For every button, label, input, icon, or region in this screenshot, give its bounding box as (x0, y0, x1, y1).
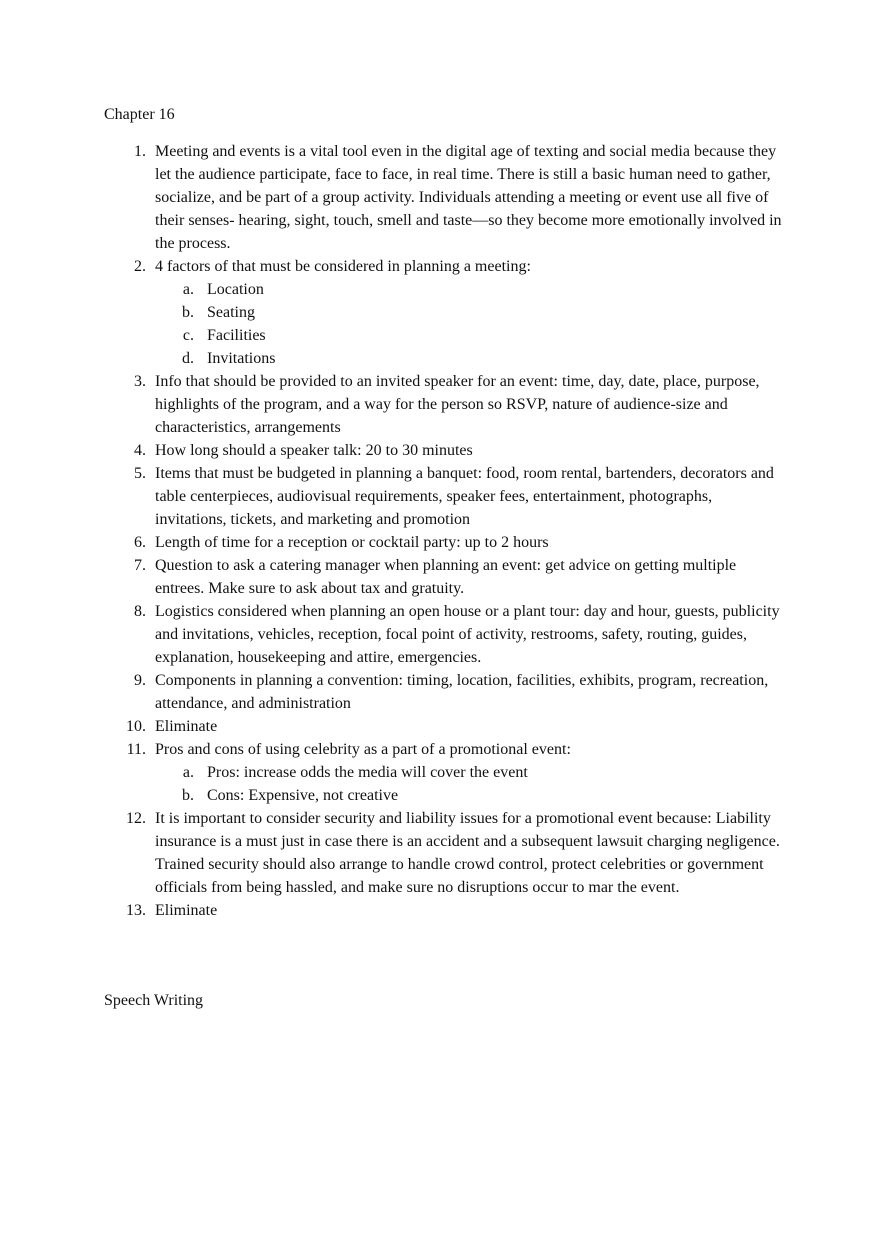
sub-list-item (182, 301, 785, 324)
list-item (134, 370, 785, 439)
question-list (126, 140, 785, 922)
item-text: Info that should be provided to an invited speaker for an event: time, day, date, place, purpose, highlights of the program, and a way for the person so RSVP, nature of audience-size and characteristics, arrangements (155, 373, 760, 436)
item-text: Logistics considered when planning an open house or a plant tour: day and hour, guests, publicity and invitations, vehicles, reception, focal point of activity, restrooms, safety, routing, guides, explanation, housekeeping and attire, emergencies. (155, 603, 780, 666)
sub-list-item (182, 324, 785, 347)
list-item (134, 439, 785, 462)
sub-list-item (182, 347, 785, 370)
list-item (134, 669, 785, 715)
sub-item-text: Pros: increase odds the media will cover the event (207, 764, 528, 781)
item-text: Components in planning a convention: timing, location, facilities, exhibits, program, recreation, attendance, and administration (155, 672, 769, 712)
sub-item-text: Invitations (207, 350, 276, 367)
sub-item-letter: b. (182, 787, 194, 804)
chapter-heading: Chapter 16 (104, 106, 175, 123)
item-number: 2. (134, 258, 146, 275)
list-item (126, 715, 785, 738)
item-number: 7. (134, 557, 146, 574)
item-text: Items that must be budgeted in planning a banquet: food, room rental, bartenders, decorators and table centerpieces, audiovisual requirements, speaker fees, entertainment, photographs, invitations, tickets, and marketing and promotion (155, 465, 774, 528)
item-text: Eliminate (155, 902, 218, 919)
item-text: 4 factors of that must be considered in planning a meeting: (155, 258, 531, 275)
item-text: Pros and cons of using celebrity as a part of a promotional event: (155, 741, 571, 758)
list-item (134, 531, 785, 554)
item-text: Length of time for a reception or cocktail party: up to 2 hours (155, 534, 549, 551)
section-heading-speech-writing: Speech Writing (104, 992, 204, 1009)
item-number: 12. (126, 810, 146, 827)
item-text: Meeting and events is a vital tool even in the digital age of texting and social media because they let the audience participate, face to face, in real time. There is still a basic human need to gather, socialize, and be part of a group activity. Individuals attending a meeting or event use all five of their senses- hearing, sight, touch, smell and taste—so they become more emotionally involved in the process. (155, 143, 782, 252)
sub-item-text: Facilities (207, 327, 266, 344)
sub-list (155, 278, 785, 370)
sub-item-text: Cons: Expensive, not creative (207, 787, 399, 804)
sub-item-text: Location (207, 281, 264, 298)
sub-list-item (182, 278, 785, 301)
list-item (126, 738, 785, 807)
list-item (134, 554, 785, 600)
item-number: 13. (126, 902, 146, 919)
list-item (134, 462, 785, 531)
sub-item-letter: c. (182, 327, 194, 344)
sub-list-item (182, 761, 785, 784)
sub-item-letter: d. (182, 350, 194, 367)
item-text: It is important to consider security and liability issues for a promotional event because: Liability insurance is a must just in case there is an accident and a subsequent lawsuit charging negligence. Trained security should also arrange to handle crowd control, protect celebrities or government officials from being hassled, and make sure no disruptions occur to mar the event. (155, 810, 780, 896)
sub-item-letter: a. (182, 281, 194, 298)
item-number: 9. (134, 672, 146, 689)
item-number: 4. (134, 442, 146, 459)
item-text: Question to ask a catering manager when planning an event: get advice on getting multiple entrees. Make sure to ask about tax and gratuity. (155, 557, 737, 597)
list-item (126, 807, 785, 899)
list-item (126, 899, 785, 922)
list-item (134, 255, 785, 370)
item-text: How long should a speaker talk: 20 to 30 minutes (155, 442, 473, 459)
sub-list-item (182, 784, 785, 807)
item-number: 6. (134, 534, 146, 551)
item-text: Eliminate (155, 718, 218, 735)
item-number: 1. (134, 143, 146, 160)
sub-list (155, 761, 785, 807)
item-number: 8. (134, 603, 146, 620)
item-number: 10. (126, 718, 146, 735)
list-item (134, 140, 785, 255)
sub-item-text: Seating (207, 304, 255, 321)
sub-item-letter: b. (182, 304, 194, 321)
item-number: 5. (134, 465, 146, 482)
list-item (134, 600, 785, 669)
item-number: 3. (134, 373, 146, 390)
sub-item-letter: a. (182, 764, 194, 781)
item-number: 11. (126, 741, 146, 758)
